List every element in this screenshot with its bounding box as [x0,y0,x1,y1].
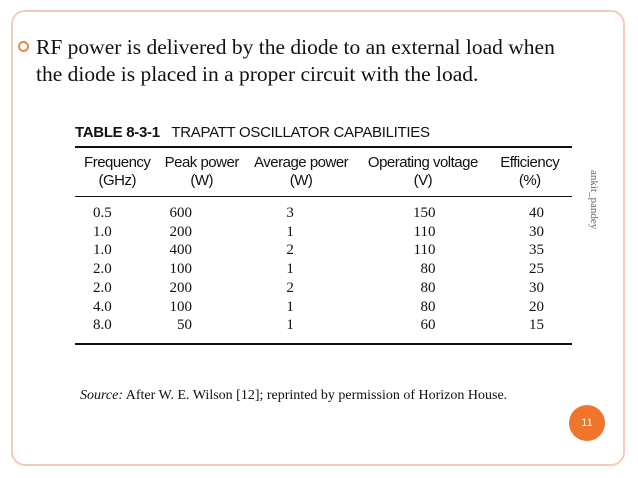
cell-peak-power: 50 [176,317,192,334]
cell-frequency: 2.0 [93,261,112,278]
cell-operating-voltage: 110 [413,223,436,240]
cell-efficiency: 35 [529,242,544,259]
cell-peak-power: 100 [169,261,192,278]
cell-efficiency: 30 [529,223,544,240]
cell-frequency: 8.0 [93,317,112,334]
source-text: After W. E. Wilson [12]; reprinted by permission of Horizon House. [125,388,508,403]
bullet-point [18,34,578,88]
table-bottom-rule [75,343,572,345]
header-efficiency: Efficiency (%) [500,154,560,189]
cell-average-power: 1 [286,298,294,315]
cell-peak-power: 600 [169,205,192,221]
header-peak-power: Peak power (W) [164,154,239,189]
cell-average-power: 1 [286,317,294,334]
table-caption [75,124,572,146]
cell-efficiency: 30 [529,279,544,296]
author-side-label: ankit_pandey [588,170,600,230]
cell-average-power: 3 [286,205,294,221]
header-average-power: Average power (W) [254,154,349,189]
table-title: TRAPATT OSCILLATOR CAPABILITIES [171,124,430,141]
table-row [75,298,572,317]
table-source-note [80,388,507,404]
table-row [75,223,572,242]
cell-peak-power: 100 [169,298,192,315]
cell-efficiency: 25 [529,261,544,278]
cell-average-power: 2 [286,242,294,259]
cell-average-power: 1 [286,223,294,240]
header-frequency: Frequency (GHz) [84,154,151,189]
source-label: Source: [80,388,124,403]
table-row [75,260,572,279]
cell-efficiency: 20 [529,298,544,315]
cell-average-power: 2 [286,279,294,296]
cell-average-power: 1 [286,261,294,278]
cell-operating-voltage: 80 [420,298,436,315]
cell-peak-power: 200 [169,223,192,240]
cell-efficiency: 15 [529,317,544,334]
cell-operating-voltage: 150 [412,205,436,221]
table-row [75,279,572,298]
bullet-text: RF power is delivered by the diode to an external load when the diode is placed in a proper circuit with the load. [36,35,555,86]
cell-peak-power: 200 [169,279,192,296]
cell-operating-voltage: 110 [413,242,436,259]
cell-frequency: 1.0 [93,242,112,259]
circle-bullet-icon [18,41,29,52]
table-id: TABLE 8-3-1 [75,124,160,141]
cell-frequency: 0.5 [93,205,112,221]
cell-peak-power: 400 [169,242,192,259]
table-row [75,241,572,260]
table-figure [75,124,572,345]
cell-frequency: 1.0 [93,223,112,240]
cell-operating-voltage: 80 [420,261,436,278]
cell-frequency: 2.0 [93,279,112,296]
capabilities-table [75,148,572,343]
page-number-badge: 11 [569,405,605,441]
cell-efficiency: 40 [529,205,544,221]
table-header-row [75,148,572,196]
cell-operating-voltage: 80 [420,279,436,296]
cell-frequency: 4.0 [93,298,112,315]
table-row [75,316,572,343]
cell-operating-voltage: 60 [420,317,436,334]
header-operating-voltage: Operating voltage (V) [367,154,478,189]
table-row [75,197,572,223]
